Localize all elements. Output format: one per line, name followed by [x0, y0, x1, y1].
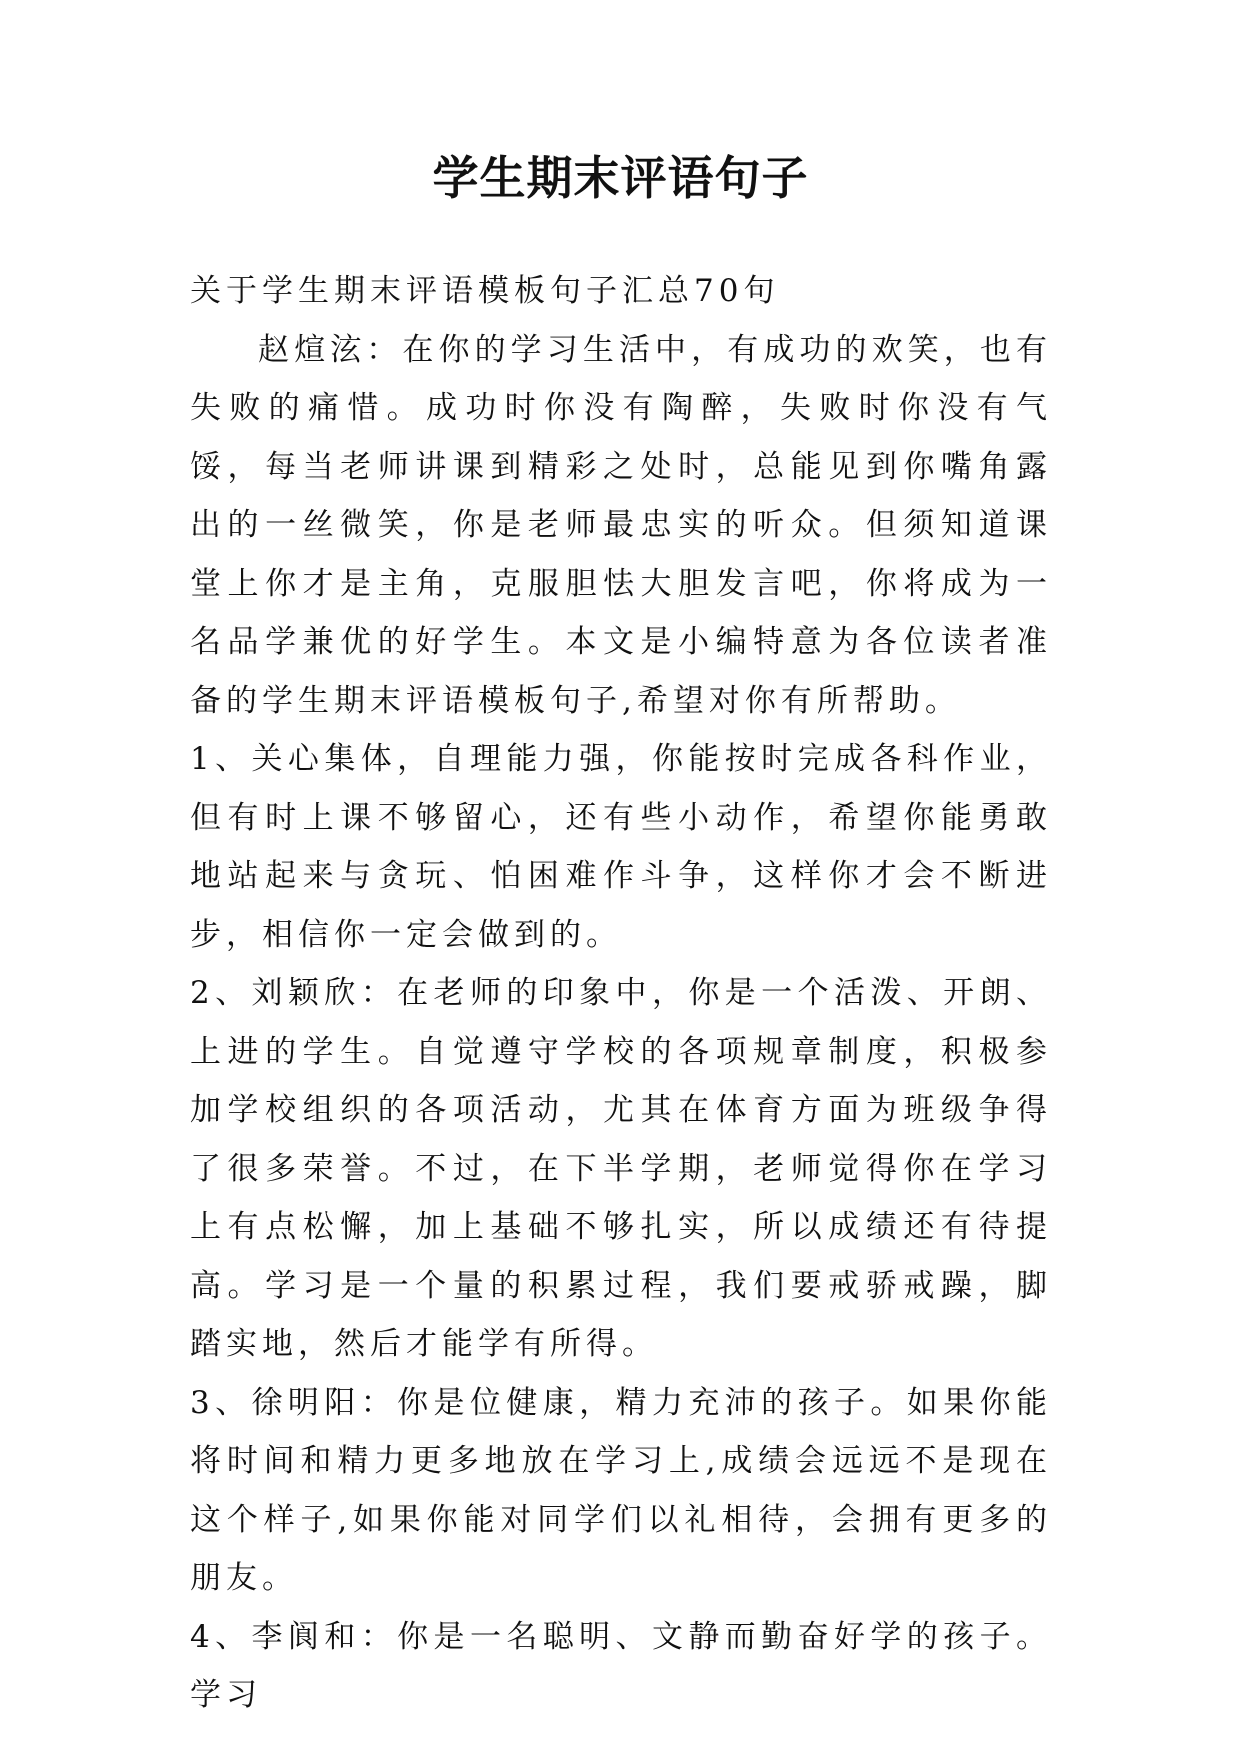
- subtitle-paragraph: 关于学生期末评语模板句子汇总70句: [190, 273, 780, 309]
- comment-paragraph-1: 1、关心集体，自理能力强，你能按时完成各科作业，但有时上课不够留心，还有些小动作，希望你能勇敢地站起来与贪玩、怕困难作斗争，这样你才会不断进步，相信你一定会做到的。: [190, 741, 1052, 953]
- comment-paragraph-2: 2、刘颖欣：在老师的印象中，你是一个活泼、开朗、上进的学生。自觉遵守学校的各项规章制度，积极参加学校组织的各项活动，尤其在体育方面为班级争得了很多荣誉。不过，在下半学期，老师觉得你在学习上有点松懈，加上基础不够扎实，所以成绩还有待提高。学习是一个量的积累过程，我们要戒骄戒躁，脚踏实地，然后才能学有所得。: [190, 975, 1052, 1362]
- intro-paragraph: 赵煊泫：在你的学习生活中，有成功的欢笑，也有失败的痛惜。成功时你没有陶醉，失败时你没有气馁，每当老师讲课到精彩之处时，总能见到你嘴角露出的一丝微笑，你是老师最忠实的听众。但须知道课堂上你才是主角，克服胆怯大胆发言吧，你将成为一名品学兼优的好学生。本文是小编特意为各位读者准备的学生期末评语模板句子,希望对你有所帮助。: [190, 331, 1052, 719]
- document-title: 学生期末评语句子: [432, 151, 809, 205]
- document-body: [190, 262, 1052, 1725]
- comment-paragraph-4: 4、李阆和：你是一名聪明、文静而勤奋好学的孩子。学习: [190, 1618, 1052, 1713]
- comment-paragraph-3: 3、徐明阳：你是位健康，精力充沛的孩子。如果你能将时间和精力更多地放在学习上,成绩会远远不是现在这个样子,如果你能对同学们以礼相待，会拥有更多的朋友。: [190, 1384, 1052, 1596]
